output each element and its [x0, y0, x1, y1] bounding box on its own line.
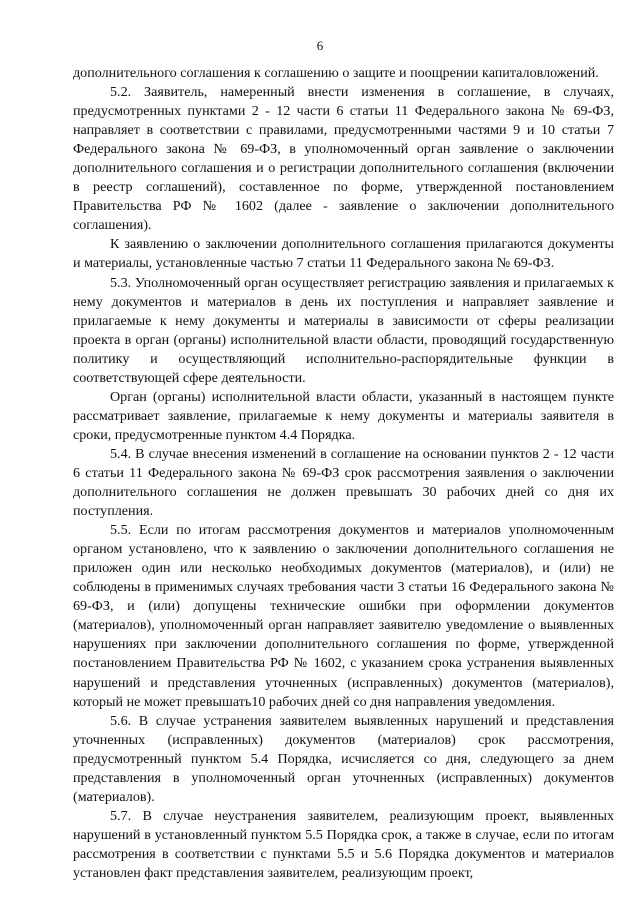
- paragraph-attachments: К заявлению о заключении дополнительного соглашения прилагаются документы и материалы, установленные частью 7 статьи 11 Федерального закона № 69-ФЗ.: [73, 236, 614, 272]
- paragraph-authority-review: Орган (органы) исполнительной власти области, указанный в настоящем пункте рассматривает заявление, прилагаемые к нему документы и материалы заявителя в сроки, предусмотренные пунктом 4.4 Порядка.: [73, 388, 614, 443]
- paragraph-5-3: 5.3. Уполномоченный орган осуществляет регистрацию заявления и прилагаемых к нему документов и материалов в день их поступления и направляет заявление и прилагаемые к нему документы и материалы в зависимости от сферы реализации проекта в орган (органы) исполнительной власти области, проводящий государственную политику и осуществляющий исполнительно-распорядительные функции в соответствующей сфере деятельности.: [73, 274, 614, 386]
- paragraph-5-5: 5.5. Если по итогам рассмотрения документов и материалов уполномоченным органом установлено, что к заявлению о заключении дополнительного соглашения не приложен один или несколько необходимых документов (материалов), и (или) не соблюдены в применимых случаях требования части 3 статьи 16 Федерального закона № 69-ФЗ, и (или) допущены технические ошибки при оформлении документов (материалов), уполномоченный орган направляет заявителю уведомление о выявленных нарушениях при заключении дополнительного соглашения по форме, утвержденной постановлением Правительства РФ № 1602, с указанием срока устранения выявленных нарушений и представления уточненных (исправленных) документов (материалов), который не может превышать10 рабочих дней со дня направления уведомления.: [73, 522, 614, 710]
- paragraph-5-2: 5.2. Заявитель, намеренный внести изменения в соглашение, в случаях, предусмотренных пунктами 2 - 12 части 6 статьи 11 Федерального закона № 69-ФЗ, направляет в соответствии с правилами, предусмотренными частями 9 и 10 статьи 7 Федерального закона № 69-ФЗ, в уполномоченный орган заявление о заключении дополнительного соглашения и о регистрации дополнительного соглашения (включении в реестр соглашений), составленное по форме, утвержденной постановлением Правительства РФ № 1602 (далее - заявление о заключении дополнительного соглашения).: [73, 84, 614, 234]
- page-number: 6: [316, 38, 324, 53]
- document-body: [73, 64, 614, 883]
- paragraph-continuation: дополнительного соглашения к соглашению о защите и поощрении капиталовложений.: [73, 65, 599, 81]
- paragraph-5-4: 5.4. В случае внесения изменений в соглашение на основании пунктов 2 - 12 части 6 статьи 11 Федерального закона № 69-ФЗ срок рассмотрения заявления о заключении дополнительного соглашения не должен превышать 30 рабочих дней со дня их поступления.: [73, 445, 614, 520]
- paragraph-5-6: 5.6. В случае устранения заявителем выявленных нарушений и представления уточненных (исправленных) документов (материалов) срок рассмотрения, предусмотренный пунктом 5.4 Порядка, исчисляется со дня, следующего за днем представления в уполномоченный орган уточненных (исправленных) документов (материалов).: [73, 712, 614, 805]
- paragraph-5-7: 5.7. В случае неустранения заявителем, реализующим проект, выявленных нарушений в установленный пунктом 5.5 Порядка срок, а также в случае, если по итогам рассмотрения в соответствии с пунктами 5.5 и 5.6 Порядка документов и материалов установлен факт представления заявителем, реализующим проект,: [73, 807, 614, 881]
